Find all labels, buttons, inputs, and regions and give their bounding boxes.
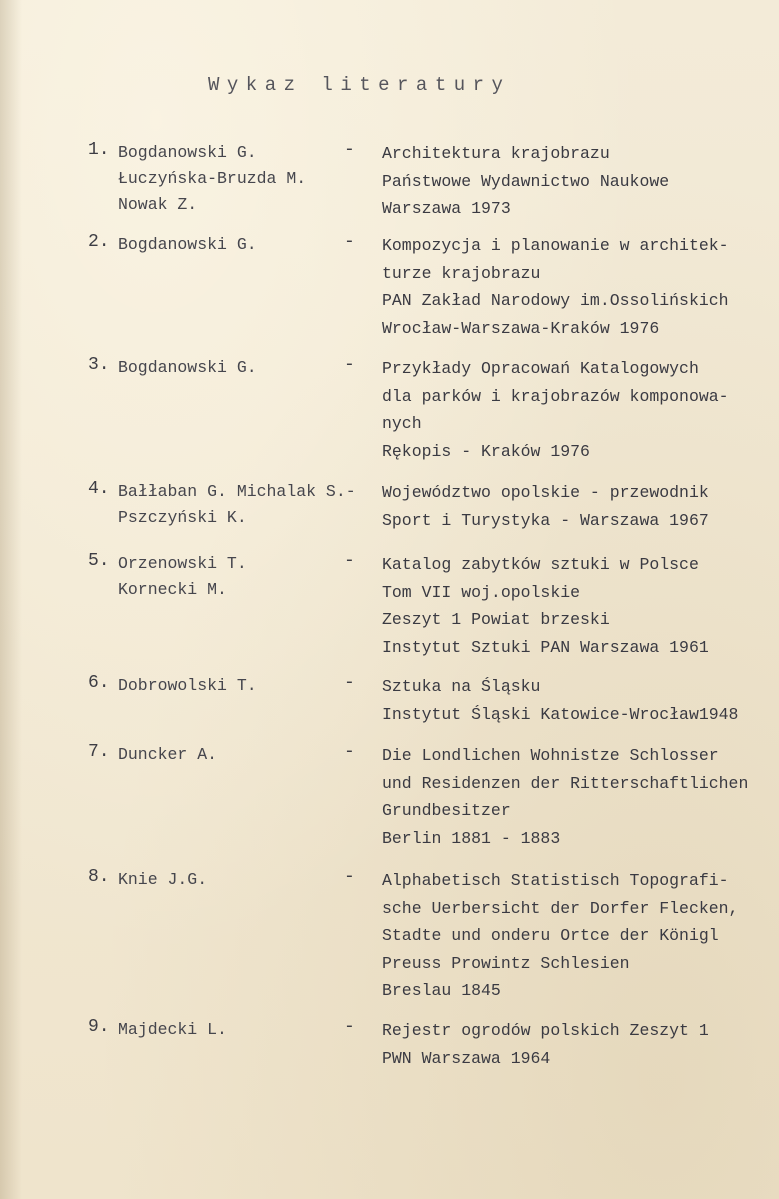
page-title: Wykaz literatury [208, 74, 511, 96]
entry-line: Przykłady Opracowań Katalogowych [382, 359, 699, 378]
entry-line: PWN Warszawa 1964 [382, 1048, 551, 1068]
entry-line: Warszawa 1973 [382, 199, 511, 218]
entry-number: 1. [88, 140, 110, 160]
entry-number: 5. [88, 551, 110, 571]
entry-author: Bogdanowski G. [118, 235, 257, 254]
entry-author: Dobrowolski T. [118, 676, 257, 695]
entry-authors [118, 742, 217, 768]
entry-line: Breslau 1845 [382, 981, 501, 1000]
entry-dash: - [344, 867, 355, 887]
entry-authors [118, 867, 207, 893]
entry-line: Die Londlichen Wohnistze Schlosser [382, 746, 719, 765]
entry-authors [118, 479, 356, 531]
entry-number: 6. [88, 673, 110, 693]
entry-line: Państwowe Wydawnictwo Naukowe [382, 171, 670, 191]
entry-line: Instytut Śląski Katowice-Wrocław1948 [382, 704, 739, 724]
entry-authors [118, 1017, 227, 1043]
entry-authors [118, 140, 306, 218]
entry-line: Berlin 1881 - 1883 [382, 828, 561, 848]
entry-number: 4. [88, 479, 110, 499]
entry-line: Instytut Sztuki PAN Warszawa 1961 [382, 637, 709, 657]
entry-number: 9. [88, 1017, 110, 1037]
entry-line: Stadte und onderu Ortce der Königl [382, 926, 719, 945]
entry-line: nych [382, 414, 422, 433]
entry-line: Rękopis - Kraków 1976 [382, 441, 590, 461]
entry-author: Nowak Z. [118, 195, 198, 214]
entry-line: Preuss Prowintz Schlesien [382, 953, 630, 973]
entry-number: 2. [88, 232, 110, 252]
entry-line: Rejestr ogrodów polskich Zeszyt 1 [382, 1021, 709, 1040]
entry-dash: - [344, 551, 355, 571]
entry-author: Pszczyński K. [118, 508, 247, 527]
entry-number: 8. [88, 867, 110, 887]
entry-authors [118, 232, 257, 258]
entry-description [382, 355, 729, 465]
entry-dash: - [344, 355, 355, 375]
entry-author: Bałłaban G. Michalak S.- [118, 482, 356, 501]
entry-author: Knie J.G. [118, 870, 208, 889]
entry-line: Sztuka na Śląsku [382, 677, 541, 696]
entry-description [382, 742, 748, 852]
entry-dash: - [344, 742, 355, 762]
entry-description [382, 479, 709, 534]
entry-description [382, 673, 738, 728]
entry-description [382, 551, 709, 661]
entry-description [382, 1017, 709, 1072]
entry-authors [118, 551, 247, 603]
entry-author: Łuczyńska-Bruzda M. [118, 169, 307, 188]
entry-line: Wrocław-Warszawa-Kraków 1976 [382, 318, 660, 338]
entry-line: Tom VII woj.opolskie [382, 582, 581, 602]
entry-line: Województwo opolskie - przewodnik [382, 483, 709, 502]
entry-author: Duncker A. [118, 745, 218, 764]
entry-line: Katalog zabytków sztuki w Polsce [382, 555, 699, 574]
entry-line: turze krajobrazu [382, 263, 541, 283]
entry-author: Bogdanowski G. [118, 143, 257, 162]
entry-description [382, 140, 669, 223]
entry-author: Bogdanowski G. [118, 358, 257, 377]
entry-line: PAN Zakład Narodowy im.Ossolińskich [382, 291, 729, 310]
entry-author: Majdecki L. [118, 1020, 227, 1039]
entry-line: Architektura krajobrazu [382, 144, 610, 163]
entry-authors [118, 355, 257, 381]
entry-authors [118, 673, 257, 699]
entry-dash: - [344, 232, 355, 252]
entry-line: Alphabetisch Statistisch Topografi- [382, 871, 729, 890]
entry-line: Grundbesitzer [382, 801, 511, 820]
entry-description [382, 867, 738, 1005]
entry-dash: - [344, 140, 355, 160]
entry-line: Zeszyt 1 Powiat brzeski [382, 610, 610, 629]
entry-line: dla parków i krajobrazów komponowa- [382, 386, 729, 406]
entry-number: 3. [88, 355, 110, 375]
entry-author: Orzenowski T. [118, 554, 247, 573]
entry-line: und Residenzen der Ritterschaftlichen [382, 773, 749, 793]
entry-dash: - [344, 1017, 355, 1037]
entry-dash: - [344, 673, 355, 693]
entry-line: sche Uerbersicht der Dorfer Flecken, [382, 898, 739, 918]
entry-line: Sport i Turystyka - Warszawa 1967 [382, 510, 709, 530]
entry-number: 7. [88, 742, 110, 762]
entry-line: Kompozycja i planowanie w architek- [382, 236, 729, 255]
entry-author: Kornecki M. [118, 580, 227, 599]
page-edge-shadow [0, 0, 22, 1199]
entry-description [382, 232, 729, 342]
